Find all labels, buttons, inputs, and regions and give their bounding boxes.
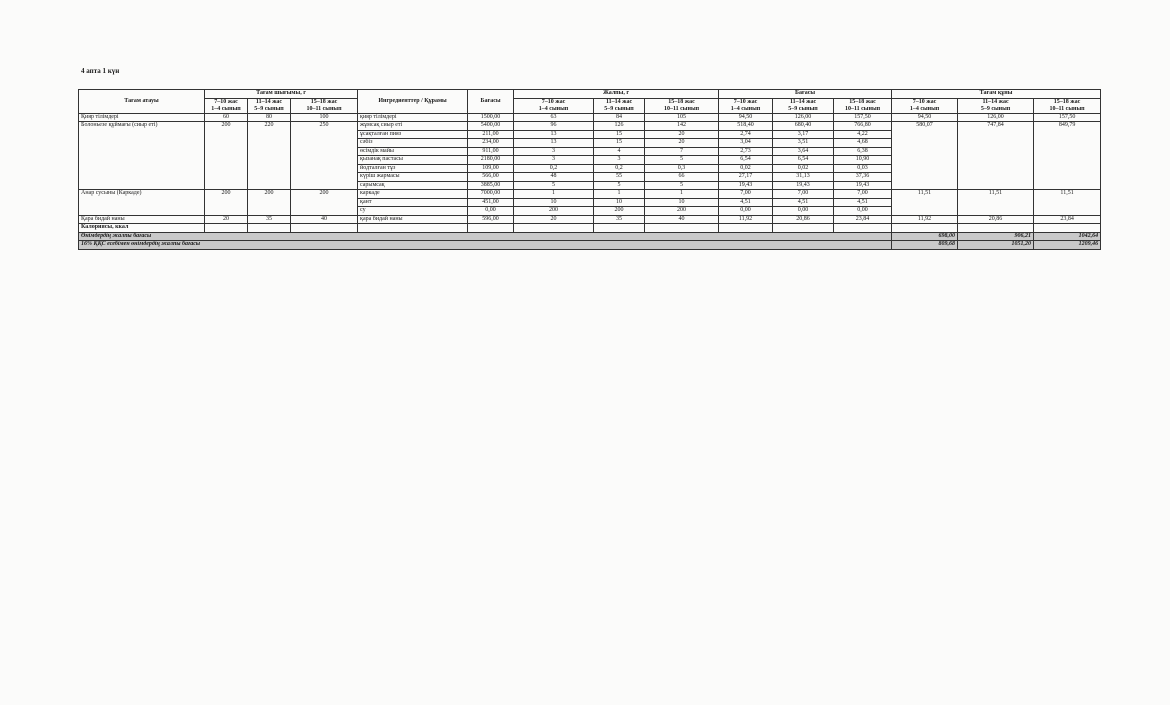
grade-label: 5–9 сынып (788, 105, 818, 112)
ingredient-price-cell: 596,00 (468, 215, 514, 224)
age-group-header-total (594, 98, 645, 113)
calories-cell (205, 224, 248, 233)
grade-label: 10–11 сынып (663, 105, 700, 112)
dish-name-cell: Анар сусыны (Каркаде) (79, 190, 205, 216)
ingredient-grams-cell: 13 (514, 139, 594, 148)
ingredient-price-cell: 7000,00 (468, 190, 514, 199)
ingredient-grams-cell: 20 (645, 130, 719, 139)
age-group-header-total (645, 98, 719, 113)
age-label: 7–10 жас (214, 98, 238, 105)
ingredient-grams-cell: 1 (645, 190, 719, 199)
dish-cost-cell: 23,84 (1034, 215, 1101, 224)
ingredient-grams-cell: 200 (645, 207, 719, 216)
ingredient-cost-cell: 11,92 (719, 215, 773, 224)
dish-yield-cell: 220 (248, 122, 291, 190)
ingredient-name-cell: су (358, 207, 468, 216)
ingredient-price-cell: 2180,00 (468, 156, 514, 165)
ingredient-name-cell: өсімдік майы (358, 147, 468, 156)
ingredient-price-cell: 234,00 (468, 139, 514, 148)
grade-label: 5–9 сынып (604, 105, 634, 112)
age-group-header-yield (248, 98, 291, 113)
ingredient-grams-cell: 96 (514, 122, 594, 131)
calories-cell (958, 224, 1034, 233)
age-label: 15–18 жас (668, 98, 695, 105)
ingredient-price-cell: 211,00 (468, 130, 514, 139)
ingredient-price-cell: 451,00 (468, 198, 514, 207)
age-label: 11–14 жас (255, 98, 283, 105)
ingredient-grams-cell: 1 (514, 190, 594, 199)
grade-label: 10–11 сынып (306, 105, 342, 112)
dish-yield-cell: 20 (205, 215, 248, 224)
ingredient-grams-cell: 3 (514, 147, 594, 156)
calories-cell (645, 224, 719, 233)
grade-label: 1–4 сынып (730, 105, 761, 112)
ingredient-name-cell: қара бидай наны (358, 215, 468, 224)
ingredient-grams-cell: 66 (645, 173, 719, 182)
header-cost: Бағасы (719, 90, 892, 99)
ingredient-price-cell: 0,00 (468, 207, 514, 216)
header-dish-cost: Тағам құны (892, 90, 1101, 99)
ingredient-grams-cell: 84 (594, 113, 645, 122)
ingredient-cost-cell: 4,68 (834, 139, 892, 148)
ingredient-cost-cell: 0,02 (773, 164, 834, 173)
ingredient-cost-cell: 6,38 (834, 147, 892, 156)
age-group-header-dish-cost (892, 98, 958, 113)
calories-cell (719, 224, 773, 233)
dish-yield-cell: 100 (291, 113, 358, 122)
ingredient-grams-cell: 10 (645, 198, 719, 207)
age-label: 7–10 жас (541, 98, 566, 105)
ingredient-cost-cell: 680,40 (773, 122, 834, 131)
ingredient-cost-cell: 2,74 (719, 130, 773, 139)
dish-name-cell: Қияр тілімдері (79, 113, 205, 122)
ingredient-grams-cell: 200 (594, 207, 645, 216)
grade-label: 1–4 сынып (909, 105, 940, 112)
calories-label: Калориясы, ккал (79, 224, 205, 233)
dish-cost-cell: 94,50 (892, 113, 958, 122)
ingredient-cost-cell: 0,03 (834, 164, 892, 173)
calories-cell (248, 224, 291, 233)
ingredient-cost-cell: 518,40 (719, 122, 773, 131)
dish-cost-cell: 747,84 (958, 122, 1034, 190)
table-row (79, 122, 1101, 131)
totals-row (79, 232, 1101, 241)
ingredient-grams-cell: 5 (514, 181, 594, 190)
dish-cost-cell: 11,51 (1034, 190, 1101, 216)
totals-vat-row-value: 1051,20 (958, 241, 1034, 250)
ingredient-name-cell: сәбіз (358, 139, 468, 148)
ingredient-price-cell: 1500,00 (468, 113, 514, 122)
ingredient-grams-cell: 15 (594, 139, 645, 148)
totals-row-value: 698,00 (892, 232, 958, 241)
ingredient-grams-cell: 200 (514, 207, 594, 216)
ingredient-grams-cell: 5 (594, 181, 645, 190)
ingredient-cost-cell: 23,84 (834, 215, 892, 224)
totals-row-label: Өнімдердің жалпы бағасы (79, 232, 892, 241)
dish-cost-cell: 157,50 (1034, 113, 1101, 122)
dish-name-cell: Болоньезе құймағы (сиыр еті) (79, 122, 205, 190)
dish-cost-cell: 126,00 (958, 113, 1034, 122)
table-row (79, 215, 1101, 224)
ingredient-grams-cell: 142 (645, 122, 719, 131)
grade-label: 1–4 сынып (211, 105, 241, 112)
ingredient-cost-cell: 19,43 (719, 181, 773, 190)
totals-row-value: 906,21 (958, 232, 1034, 241)
ingredient-name-cell: каркаде (358, 190, 468, 199)
dish-name-cell: Қара бидай наны (79, 215, 205, 224)
ingredient-cost-cell: 3,51 (773, 139, 834, 148)
totals-vat-row-label: 16% ҚҚС есебімен өнімдердің жалпы бағасы (79, 241, 892, 250)
ingredient-cost-cell: 31,13 (773, 173, 834, 182)
ingredient-name-cell: ұсақталған пияз (358, 130, 468, 139)
dish-yield-cell: 250 (291, 122, 358, 190)
ingredient-grams-cell: 35 (594, 215, 645, 224)
age-group-header-dish-cost (958, 98, 1034, 113)
ingredient-name-cell: қияр тілімдері (358, 113, 468, 122)
ingredient-grams-cell: 5 (645, 156, 719, 165)
ingredient-cost-cell: 94,50 (719, 113, 773, 122)
ingredient-grams-cell: 63 (514, 113, 594, 122)
dish-cost-cell: 11,92 (892, 215, 958, 224)
ingredient-grams-cell: 5 (645, 181, 719, 190)
ingredient-grams-cell: 10 (594, 198, 645, 207)
age-group-header-cost (773, 98, 834, 113)
dish-cost-cell: 849,79 (1034, 122, 1101, 190)
ingredient-grams-cell: 10 (514, 198, 594, 207)
calories-row (79, 224, 1101, 233)
ingredient-price-cell: 109,00 (468, 164, 514, 173)
calories-cell (1034, 224, 1101, 233)
age-label: 15–18 жас (849, 98, 876, 105)
ingredient-grams-cell: 20 (645, 139, 719, 148)
age-label: 11–14 жас (789, 98, 817, 105)
age-label: 11–14 жас (982, 98, 1009, 105)
ingredient-name-cell: қант (358, 198, 468, 207)
calories-cell (358, 224, 468, 233)
dish-yield-cell: 35 (248, 215, 291, 224)
ingredient-price-cell: 5400,00 (468, 122, 514, 131)
ingredient-cost-cell: 7,00 (773, 190, 834, 199)
age-label: 7–10 жас (912, 98, 937, 105)
age-label: 11–14 жас (605, 98, 633, 105)
age-label: 15–18 жас (1053, 98, 1081, 105)
grade-label: 5–9 сынып (254, 105, 284, 112)
dish-cost-cell: 11,51 (958, 190, 1034, 216)
ingredient-grams-cell: 20 (514, 215, 594, 224)
totals-vat-row (79, 241, 1101, 250)
ingredient-cost-cell: 27,17 (719, 173, 773, 182)
ingredient-cost-cell: 0,00 (773, 207, 834, 216)
ingredient-price-cell: 566,00 (468, 173, 514, 182)
ingredient-grams-cell: 13 (514, 130, 594, 139)
ingredient-cost-cell: 3,17 (773, 130, 834, 139)
dish-cost-cell: 580,07 (892, 122, 958, 190)
dish-yield-cell: 40 (291, 215, 358, 224)
ingredient-cost-cell: 3,64 (773, 147, 834, 156)
ingredient-grams-cell: 15 (594, 130, 645, 139)
grade-label: 10–11 сынып (1049, 105, 1085, 112)
age-label: 15–18 жас (310, 98, 338, 105)
ingredient-cost-cell: 126,00 (773, 113, 834, 122)
ingredient-cost-cell: 10,90 (834, 156, 892, 165)
ingredient-cost-cell: 0,00 (719, 207, 773, 216)
dish-cost-cell: 20,86 (958, 215, 1034, 224)
ingredient-price-cell: 3885,00 (468, 181, 514, 190)
header-dish-name: Тағам атауы (79, 90, 205, 114)
ingredient-cost-cell: 4,51 (773, 198, 834, 207)
ingredient-cost-cell: 19,43 (834, 181, 892, 190)
ingredient-name-cell: күріш жармасы (358, 173, 468, 182)
age-group-header-row (79, 98, 1101, 113)
dish-yield-cell: 60 (205, 113, 248, 122)
ingredient-grams-cell: 4 (594, 147, 645, 156)
ingredient-cost-cell: 4,51 (834, 198, 892, 207)
calories-cell (514, 224, 594, 233)
ingredient-name-cell: йодталған тұз (358, 164, 468, 173)
calories-cell (468, 224, 514, 233)
ingredient-cost-cell: 157,50 (834, 113, 892, 122)
ingredient-grams-cell: 105 (645, 113, 719, 122)
dish-yield-cell: 200 (248, 190, 291, 216)
grade-label: 10–11 сынып (844, 105, 881, 112)
table-row (79, 190, 1101, 199)
dish-yield-cell: 80 (248, 113, 291, 122)
calories-cell (773, 224, 834, 233)
menu-table (78, 89, 1101, 250)
calories-cell (892, 224, 958, 233)
ingredient-cost-cell: 7,00 (719, 190, 773, 199)
calories-cell (291, 224, 358, 233)
age-group-header-cost (719, 98, 773, 113)
ingredient-cost-cell: 19,43 (773, 181, 834, 190)
ingredient-grams-cell: 0,3 (645, 164, 719, 173)
age-label: 7–10 жас (733, 98, 758, 105)
grade-label: 1–4 сынып (538, 105, 569, 112)
ingredient-cost-cell: 0,02 (719, 164, 773, 173)
ingredient-cost-cell: 7,00 (834, 190, 892, 199)
age-group-header-cost (834, 98, 892, 113)
ingredient-name-cell: жұмсақ сиыр еті (358, 122, 468, 131)
age-group-header-total (514, 98, 594, 113)
ingredient-grams-cell: 0,2 (514, 164, 594, 173)
dish-yield-cell: 200 (205, 190, 248, 216)
page-title: 4 апта 1 күн (81, 67, 120, 75)
header-ingredients: Ингредиенттер / Құрамы (358, 90, 468, 114)
ingredient-grams-cell: 55 (594, 173, 645, 182)
ingredient-name-cell: сарымсақ (358, 181, 468, 190)
header-dish-yield: Тағам шығымы, г (205, 90, 358, 99)
grade-label: 5–9 сынып (980, 105, 1011, 112)
ingredient-grams-cell: 126 (594, 122, 645, 131)
totals-vat-row-value: 1209,46 (1034, 241, 1101, 250)
ingredient-cost-cell: 20,86 (773, 215, 834, 224)
ingredient-grams-cell: 3 (594, 156, 645, 165)
calories-cell (594, 224, 645, 233)
ingredient-grams-cell: 40 (645, 215, 719, 224)
dish-yield-cell: 200 (205, 122, 248, 190)
ingredient-price-cell: 911,00 (468, 147, 514, 156)
totals-vat-row-value: 809,68 (892, 241, 958, 250)
header-price: Бағасы (468, 90, 514, 114)
ingredient-cost-cell: 2,73 (719, 147, 773, 156)
ingredient-cost-cell: 4,22 (834, 130, 892, 139)
calories-cell (834, 224, 892, 233)
age-group-header-yield (205, 98, 248, 113)
age-group-header-yield (291, 98, 358, 113)
ingredient-grams-cell: 1 (594, 190, 645, 199)
ingredient-grams-cell: 0,2 (594, 164, 645, 173)
ingredient-cost-cell: 6,54 (719, 156, 773, 165)
table-row (79, 113, 1101, 122)
dish-yield-cell: 200 (291, 190, 358, 216)
ingredient-cost-cell: 37,36 (834, 173, 892, 182)
ingredient-cost-cell: 766,80 (834, 122, 892, 131)
ingredient-cost-cell: 0,00 (834, 207, 892, 216)
ingredient-cost-cell: 6,54 (773, 156, 834, 165)
ingredient-grams-cell: 48 (514, 173, 594, 182)
age-group-header-dish-cost (1034, 98, 1101, 113)
ingredient-name-cell: қызанақ пастасы (358, 156, 468, 165)
dish-cost-cell: 11,51 (892, 190, 958, 216)
header-total: Жалпы, г (514, 90, 719, 99)
ingredient-grams-cell: 3 (514, 156, 594, 165)
ingredient-cost-cell: 4,51 (719, 198, 773, 207)
totals-row-value: 1042,64 (1034, 232, 1101, 241)
ingredient-cost-cell: 3,04 (719, 139, 773, 148)
ingredient-grams-cell: 7 (645, 147, 719, 156)
